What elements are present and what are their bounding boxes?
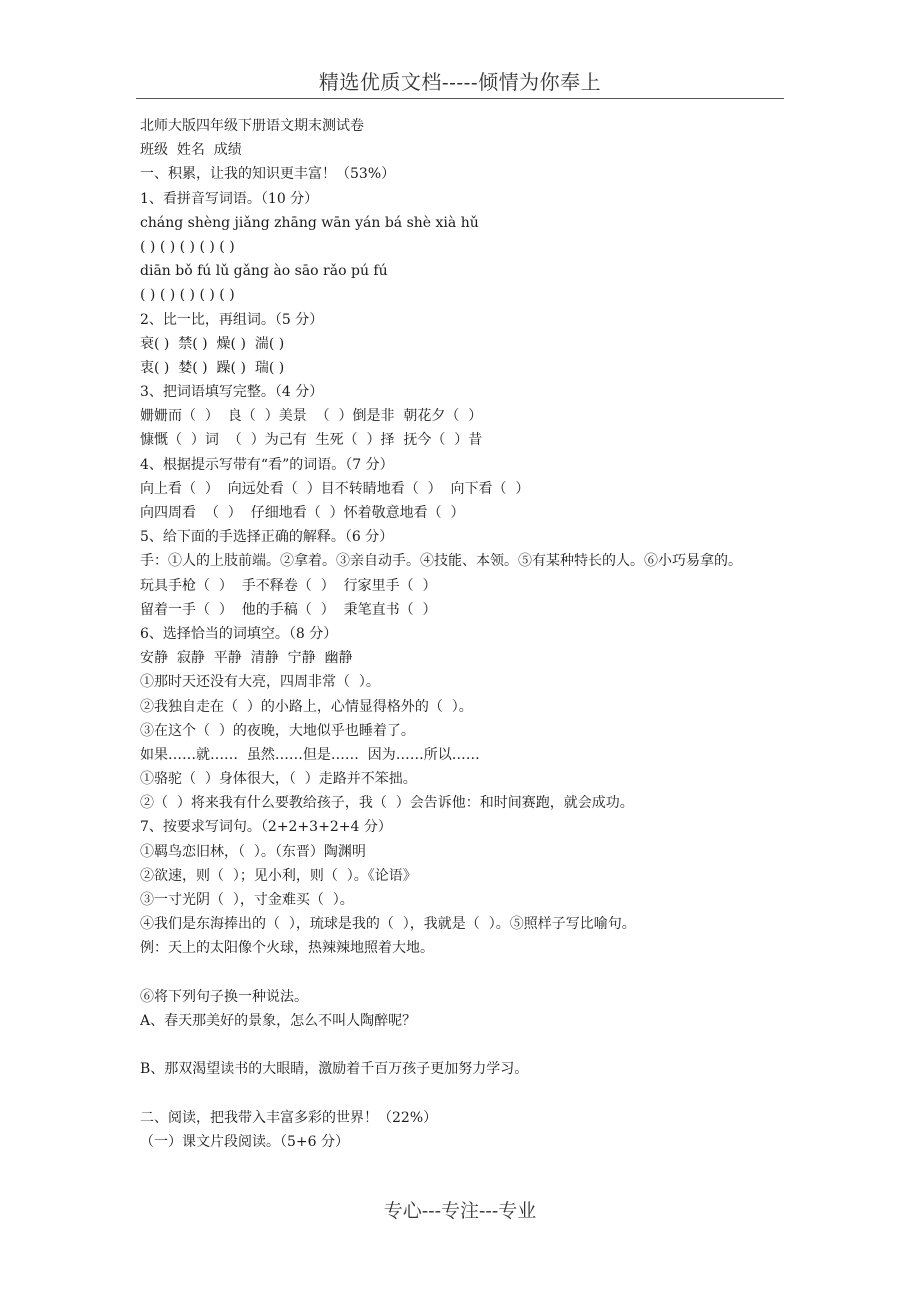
blank-line-1: ( ) ( ) ( ) ( ) ( ) [140,238,235,255]
question-3: 3、把词语填写完整。（4 分） [140,384,324,401]
idiom-line-2: 慷慨（ ）词 （ ）为己有 生死（ ）择 抚今（ ）昔 [140,432,483,449]
question-6: 6、选择恰当的词填空。（8 分） [140,625,338,642]
write-item-3: ③一寸光阴（ ），寸金难买（ ）。 [140,892,354,909]
student-info: 班级 姓名 成绩 [140,142,242,159]
write-item-1: ①羁鸟恋旧林，（ ）。（东晋）陶渊明 [140,843,366,860]
look-line-2: 向四周看 （ ） 仔细地看（ ）怀着敬意地看（ ） [140,505,465,521]
write-item-6: ⑥将下列句子换一种说法。 [140,988,308,1005]
compare-line-1: 衰( ) 禁( ) 燥( ) 湍( ) [140,335,285,352]
idiom-line-1: 姗姗而（ ） 良（ ）美景 （ ）倒是非 朝花夕（ ） [140,408,483,425]
fill-sentence-5: ②（ ）将来我有什么要教给孩子，我（ ）会告诉他：和时间赛跑，就会成功。 [140,795,634,812]
answer-space [140,1082,790,1106]
question-1: 1、看拼音写词语。（10 分） [140,190,319,207]
fill-sentence-2: ②我独自走在（ ）的小路上，心情显得格外的（ ）。 [140,698,473,715]
simile-example: 例：天上的太阳像个火球，热辣辣地照着大地。 [140,940,434,957]
question-7: 7、按要求写词句。（2+2+3+2+4 分） [140,819,392,836]
rewrite-sentence-b: B、那双渴望读书的大眼睛，激励着千百万孩子更加努力学习。 [140,1061,529,1078]
hand-definitions: 手：①人的上肢前端。②拿着。③亲自动手。④技能、本领。⑤有某种特长的人。⑥小巧易拿的。 [140,553,742,570]
write-item-2: ②欲速，则（ ）；见小利，则（ ）。《论语》 [140,867,417,884]
exam-title: 北师大版四年级下册语文期末测试卷 [140,118,364,134]
answer-space [140,1033,790,1057]
page-header: 精选优质文档-----倾情为你奉上 [318,70,602,94]
header-divider [136,98,784,99]
hand-line-2: 留着一手（ ） 他的手稿（ ） 秉笔直书（ ） [140,601,437,618]
question-4: 4、根据提示写带有“看”的词语。（7 分） [140,456,394,473]
conjunction-choices: 如果……就…… 虽然……但是…… 因为……所以…… [140,746,480,763]
word-choices: 安静 寂静 平静 清静 宁静 幽静 [140,650,353,667]
fill-sentence-4: ①骆驼（ ）身体很大，（ ）走路并不笨拙。 [140,771,417,788]
section-2-part-1: （一）课文片段阅读。（5+6 分） [140,1133,349,1150]
document-body [140,114,790,1154]
rewrite-sentence-a: A、春天那美好的景象，怎么不叫人陶醉呢？ [140,1012,417,1029]
question-2: 2、比一比，再组词。（5 分） [140,311,324,328]
page-footer: 专心---专注---专业 [383,1200,537,1222]
fill-sentence-1: ①那时天还没有大亮，四周非常（ ）。 [140,674,380,691]
fill-sentence-3: ③在这个（ ）的夜晚，大地似乎也睡着了。 [140,722,415,739]
hand-line-1: 玩具手枪（ ） 手不释卷（ ） 行家里手（ ） [140,577,437,594]
question-5: 5、给下面的手选择正确的解释。（6 分） [140,529,394,546]
section-2-heading: 二、阅读，把我带入丰富多彩的世界！（22%） [140,1109,438,1126]
look-line-1: 向上看（ ） 向远处看（ ）目不转睛地看（ ） 向下看（ ） [140,480,530,497]
answer-space [140,961,790,985]
write-item-4: ④我们是东海捧出的（ ），琉球是我的（ ），我就是（ ）。⑤照样子写比喻句。 [140,916,636,933]
compare-line-2: 衷( ) 婪( ) 躁( ) 瑞( ) [140,359,285,376]
section-1-heading: 一、积累，让我的知识更丰富！（53%） [140,166,396,183]
blank-line-2: ( ) ( ) ( ) ( ) ( ) [140,287,235,304]
pinyin-line-2: diān bǒ fú lǔ gǎng ào sāo rǎo pú fú [140,263,388,280]
pinyin-line-1: cháng shèng jiǎng zhāng wān yán bá shè xià hǔ [140,214,479,231]
